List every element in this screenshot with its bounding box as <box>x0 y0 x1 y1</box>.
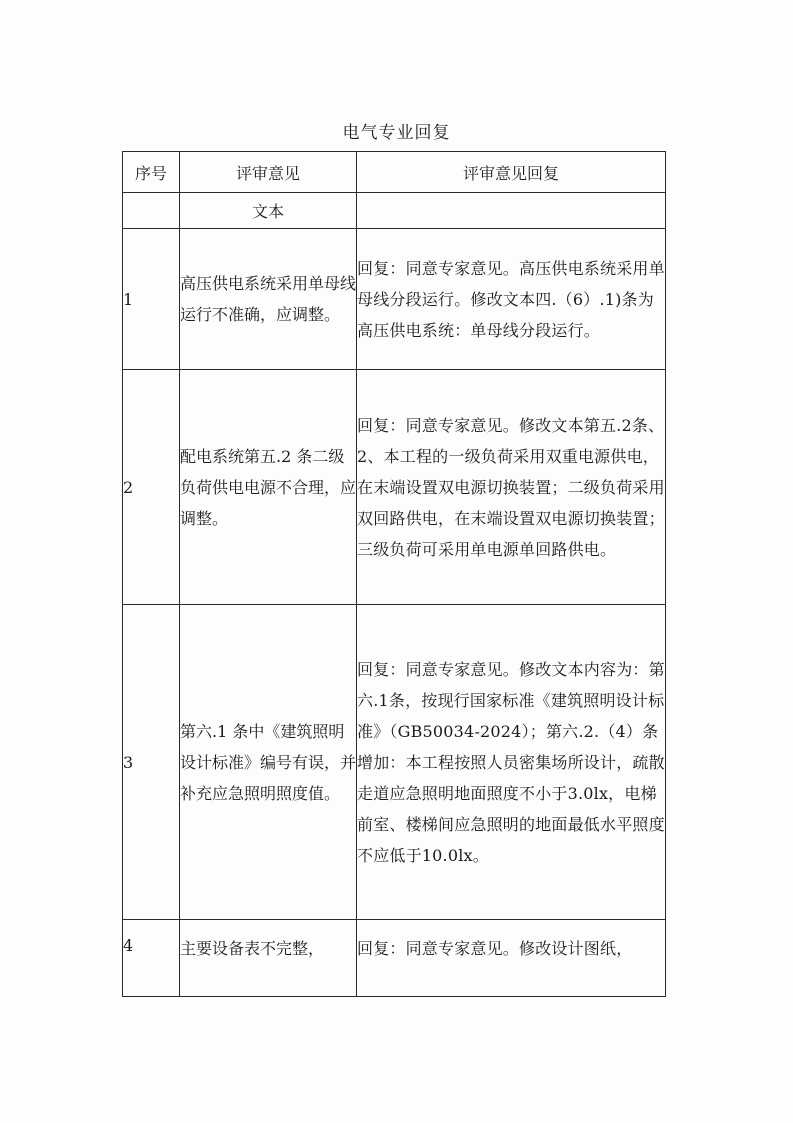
review-reply: 回复：同意专家意见。修改文本内容为：第六.1条，按现行国家标准《建筑照明设计标准》（GB50034-2024）；第六.2.（4）条增加：本工程按照人员密集场所设计，疏散走道应急照明地面照度不小于3.0lx，电梯前室、楼梯间应急照明的地面最低水平照度不应低于10.0lx。 <box>357 605 666 920</box>
review-reply: 回复：同意专家意见。修改文本第五.2条、2、本工程的一级负荷采用双重电源供电，在末端设置双电源切换装置；二级负荷采用双回路供电，在末端设置双电源切换装置；三级负荷可采用单电源单回路供电。 <box>357 370 666 605</box>
review-opinion: 高压供电系统采用单母线运行不准确，应调整。 <box>180 229 357 370</box>
review-reply: 回复：同意专家意见。高压供电系统采用单母线分段运行。修改文本四.（6）.1)条为高压供电系统：单母线分段运行。 <box>357 229 666 370</box>
page-title: 电气专业回复 <box>342 123 451 143</box>
row-number: 1 <box>123 229 180 370</box>
row-number: 4 <box>123 920 180 997</box>
table-row <box>123 229 666 370</box>
review-reply: 回复：同意专家意见。修改设计图纸， <box>357 920 666 997</box>
section-row <box>123 193 666 229</box>
row-number: 2 <box>123 370 180 605</box>
table-row <box>123 920 666 997</box>
header-no: 序号 <box>123 152 180 193</box>
review-opinion: 主要设备表不完整， <box>180 920 357 997</box>
row-number: 3 <box>123 605 180 920</box>
review-opinion: 第六.1 条中《建筑照明设计标准》编号有误，并补充应急照明照度值。 <box>180 605 357 920</box>
review-opinion: 配电系统第五.2 条二级负荷供电电源不合理，应调整。 <box>180 370 357 605</box>
table-row <box>123 605 666 920</box>
header-reply: 评审意见回复 <box>357 152 666 193</box>
table-header-row <box>123 152 666 193</box>
section-label: 文本 <box>180 193 357 229</box>
section-no-cell <box>123 193 180 229</box>
header-opinion: 评审意见 <box>180 152 357 193</box>
review-table <box>122 151 666 997</box>
table-row <box>123 370 666 605</box>
section-reply-cell <box>357 193 666 229</box>
